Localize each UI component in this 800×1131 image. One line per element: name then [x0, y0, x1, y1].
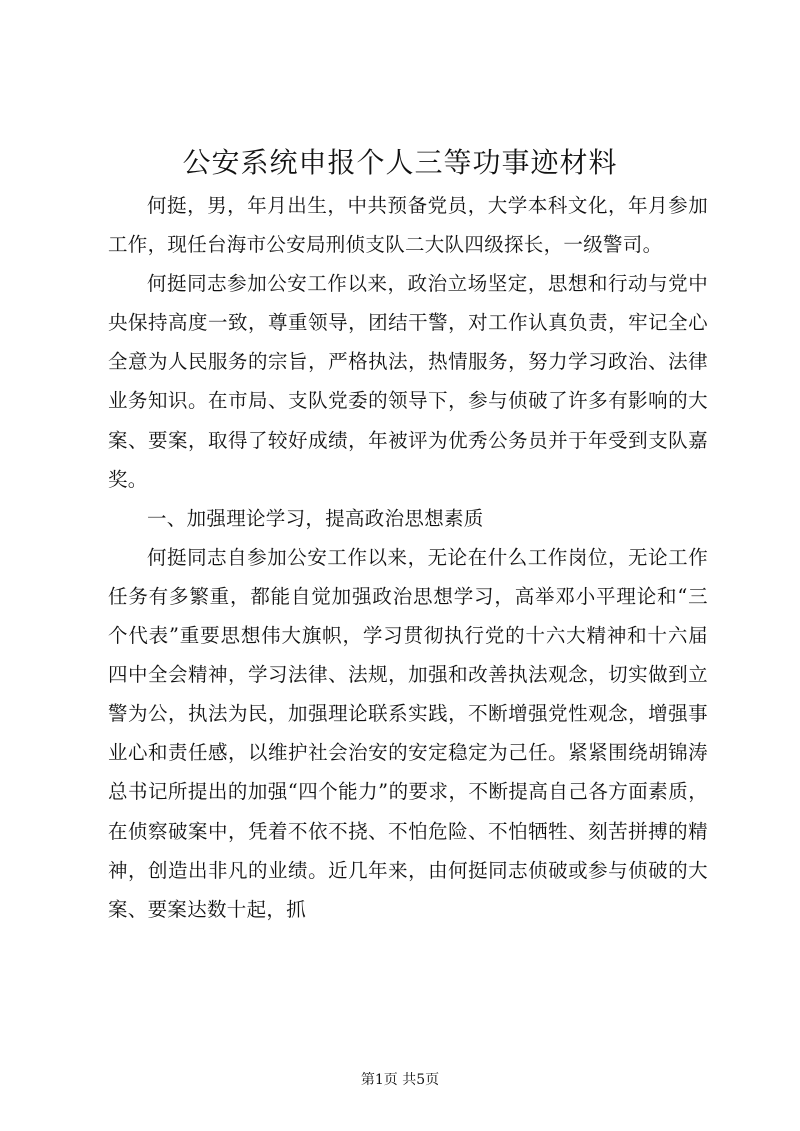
paragraph-intro: 何挺，男，年月出生，中共预备党员，大学本科文化，年月参加工作，现任台海市公安局刑侦支队二大队四级探长，一级警司。 [108, 194, 708, 257]
paragraph-section-1: 何挺同志自参加公安工作以来，无论在什么工作岗位，无论工作任务有多繁重，都能自觉加强政治思想学习，高举邓小平理论和“三个代表”重要思想伟大旗帜，学习贯彻执行党的十六大精神和十六届四中全会精神，学习法律、法规，加强和改善执法观念，切实做到立警为公，执法为民，加强理论联系实践，不断增强党性观念，增强事业心和责任感，以维护社会治安的安定稳定为己任。紧紧围绕胡锦涛总书记所提出的加强“四个能力”的要求，不断提高自己各方面素质，在侦察破案中，凭着不依不挠、不怕危险、不怕牺牲、刻苦拼搏的精神，创造出非凡的业绩。近几年来，由何挺同志侦破或参与侦破的大案、要案达数十起，抓 [108, 545, 708, 921]
document-body [108, 186, 708, 929]
paragraph-overview: 何挺同志参加公安工作以来，政治立场坚定，思想和行动与党中央保持高度一致，尊重领导，团结干警，对工作认真负责，牢记全心全意为人民服务的宗旨，严格执法，热情服务，努力学习政治、法律业务知识。在市局、支队党委的领导下，参与侦破了许多有影响的大案、要案，取得了较好成绩，年被评为优秀公务员并于年受到支队嘉奖。 [108, 272, 708, 491]
document-title: 公安系统申报个人三等功事迹材料 [182, 146, 618, 179]
page-footer: 第1页 共5页 [360, 1072, 440, 1088]
section-heading-1: 一、加强理论学习，提高政治思想素质 [147, 506, 484, 530]
